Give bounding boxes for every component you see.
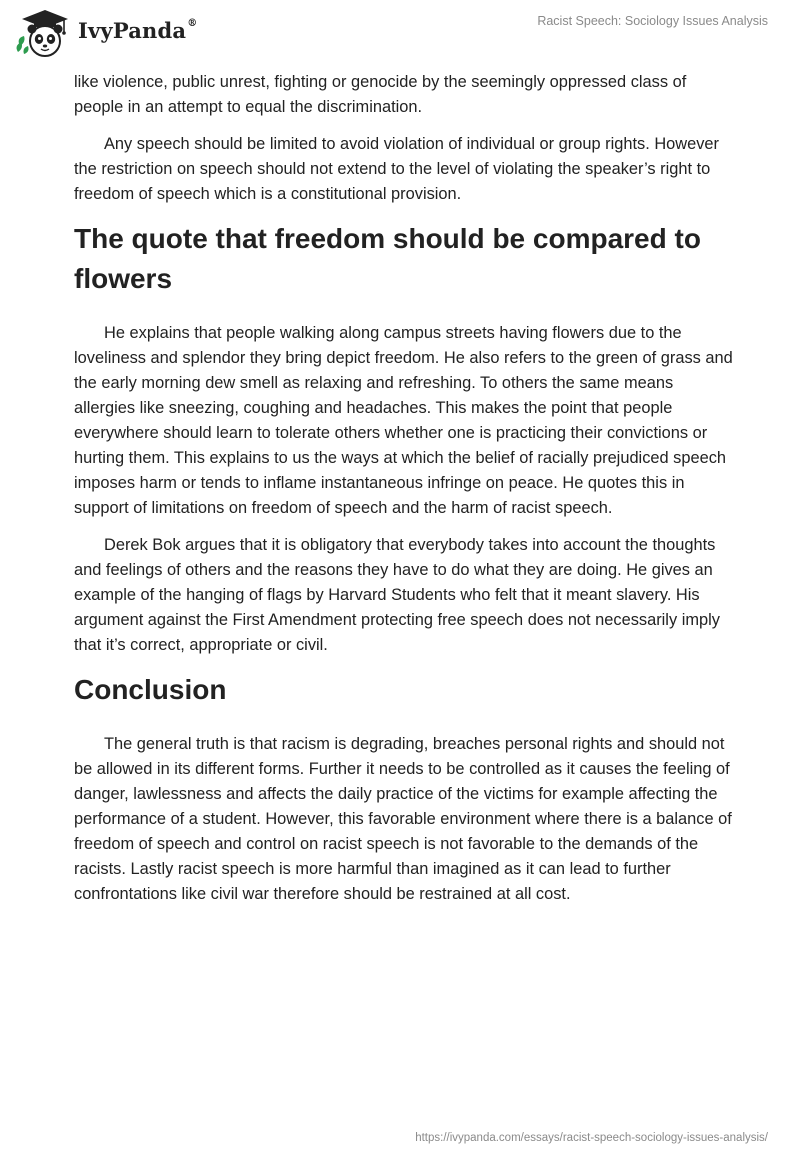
brand-text: IvyPanda	[78, 18, 187, 43]
source-url-link[interactable]: https://ivypanda.com/essays/racist-speech-sociology-issues-analysis/	[415, 1132, 768, 1144]
paragraph-1: like violence, public unrest, fighting or genocide by the seemingly oppressed class of people in an attempt to equal the discrimination.	[74, 73, 687, 116]
page-header	[0, 0, 800, 70]
paragraph-3: He explains that people walking along campus streets having flowers due to the loveliness and splendor they bring depict freedom. He also refers to the green of grass and the early morning dew smell as relaxing and refreshing. To others the same means allergies like sneezing, coughing and headaches. This makes the point that people everywhere should learn to tolerate others whether one is practicing their convictions or hurting them. This explains to us the ways at which the belief of racially prejudiced speech imposes harm or tends to inflame instantaneous infringe on peace. He quotes this in support of limitations on freedom of speech and the harm of racist speech.	[74, 324, 733, 517]
document-title: Racist Speech: Sociology Issues Analysis	[537, 14, 768, 28]
brand-name[interactable]	[78, 18, 197, 43]
paragraph-2: Any speech should be limited to avoid violation of individual or group rights. However the restriction on speech should not extend to the level of violating the speaker’s right to freedom of speech which is a constitutional provision.	[74, 135, 719, 203]
essay-content	[74, 70, 734, 919]
paragraph-4: Derek Bok argues that it is obligatory that everybody takes into account the thoughts and feelings of others and the reasons they have to do what they are doing. He gives an example of the hanging of flags by Harvard Students who felt that it meant slavery. His argument against the First Amendment protecting free speech does not necessarily imply that it’s correct, appropriate or civil.	[74, 536, 720, 654]
registered-mark: ®	[187, 18, 198, 29]
ivypanda-logo-icon[interactable]	[14, 8, 76, 60]
section-heading-flowers: The quote that freedom should be compared to flowers	[74, 223, 701, 294]
paragraph-5: The general truth is that racism is degrading, breaches personal rights and should not be allowed in its different forms. Further it needs to be controlled as it causes the feeling of danger, lawlessness and affects the daily practice of the victims for example affecting the performance of a student. However, this favorable environment where there is a balance of freedom of speech and control on racist speech is not favorable to the demands of the racists. Lastly racist speech is more harmful than imagined as it can lead to further confrontations like civil war therefore should be restrained at all cost.	[74, 735, 732, 903]
section-heading-conclusion: Conclusion	[74, 674, 227, 705]
